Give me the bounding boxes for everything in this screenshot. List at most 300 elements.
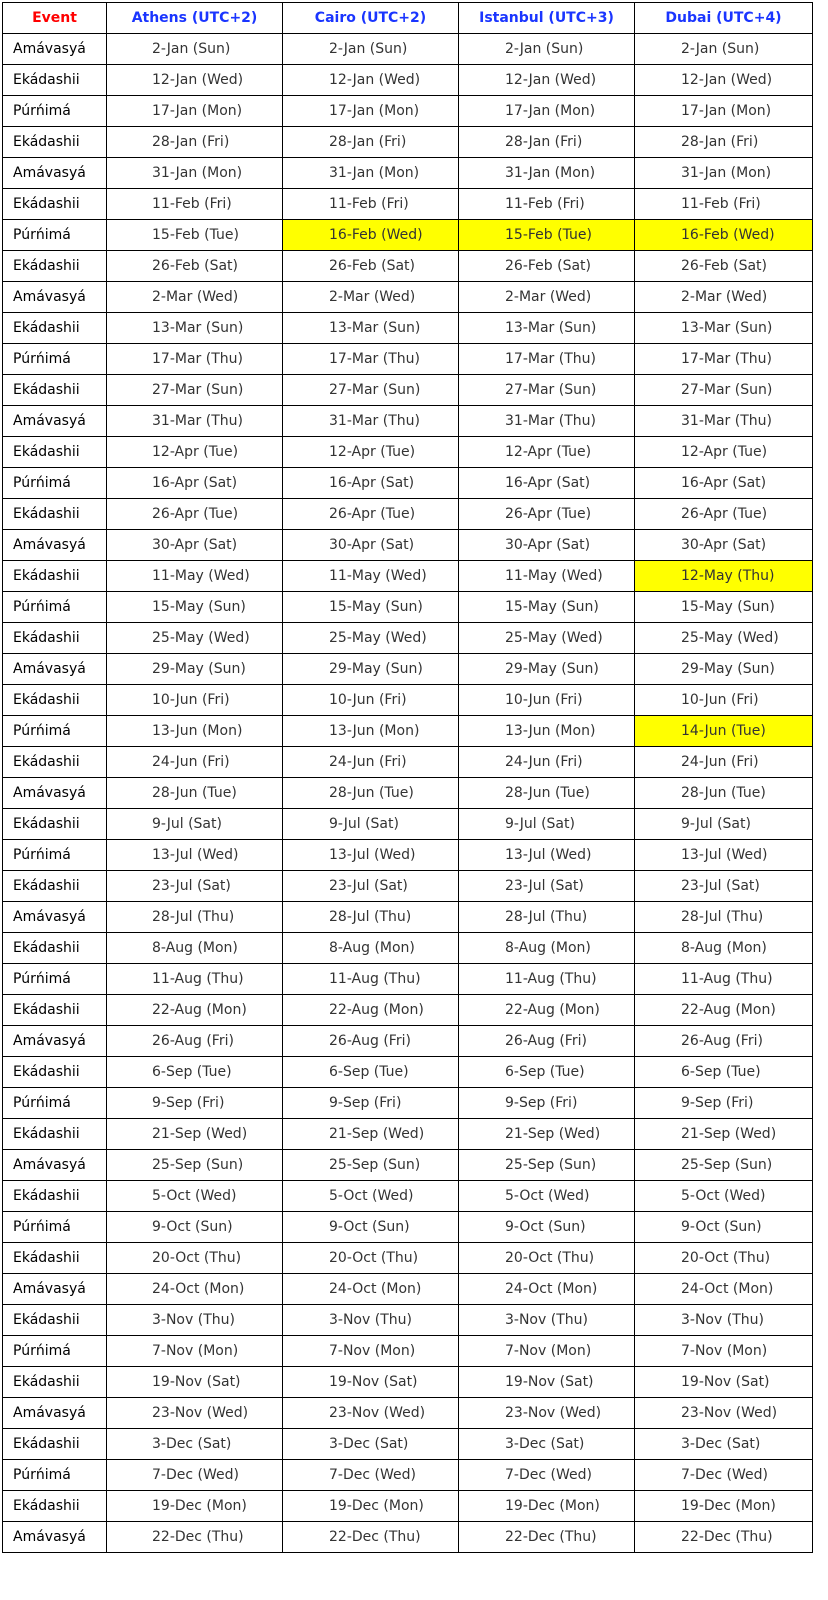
table-row (3, 530, 813, 561)
table-row (3, 1398, 813, 1429)
date-cell-athens: 6-Sep (Tue) (107, 1057, 283, 1088)
table-row (3, 871, 813, 902)
table-row (3, 1491, 813, 1522)
date-cell-athens: 22-Aug (Mon) (107, 995, 283, 1026)
date-cell-athens: 5-Oct (Wed) (107, 1181, 283, 1212)
date-cell-cairo: 12-Apr (Tue) (283, 437, 459, 468)
event-cell: Amávasyá (3, 654, 107, 685)
date-cell-cairo: 10-Jun (Fri) (283, 685, 459, 716)
date-cell-cairo: 25-Sep (Sun) (283, 1150, 459, 1181)
date-cell-cairo: 9-Jul (Sat) (283, 809, 459, 840)
header-cairo: Cairo (UTC+2) (283, 3, 459, 34)
table-row (3, 65, 813, 96)
event-cell: Ekádashii (3, 251, 107, 282)
date-cell-istanbul: 11-Aug (Thu) (459, 964, 635, 995)
date-cell-cairo: 13-Jul (Wed) (283, 840, 459, 871)
date-cell-istanbul: 2-Jan (Sun) (459, 34, 635, 65)
date-cell-istanbul: 8-Aug (Mon) (459, 933, 635, 964)
table-row (3, 995, 813, 1026)
event-cell: Púrńimá (3, 1460, 107, 1491)
date-cell-athens: 26-Apr (Tue) (107, 499, 283, 530)
date-cell-athens: 17-Mar (Thu) (107, 344, 283, 375)
event-cell: Amávasyá (3, 778, 107, 809)
event-dates-table (2, 2, 813, 1553)
date-cell-cairo: 2-Mar (Wed) (283, 282, 459, 313)
date-cell-istanbul: 12-Jan (Wed) (459, 65, 635, 96)
date-cell-athens: 28-Jul (Thu) (107, 902, 283, 933)
date-cell-cairo: 11-Aug (Thu) (283, 964, 459, 995)
date-cell-athens: 12-Apr (Tue) (107, 437, 283, 468)
date-cell-dubai: 28-Jun (Tue) (635, 778, 813, 809)
date-cell-istanbul: 2-Mar (Wed) (459, 282, 635, 313)
date-cell-istanbul: 23-Jul (Sat) (459, 871, 635, 902)
date-cell-istanbul: 17-Jan (Mon) (459, 96, 635, 127)
date-cell-cairo: 3-Nov (Thu) (283, 1305, 459, 1336)
date-cell-cairo: 12-Jan (Wed) (283, 65, 459, 96)
event-cell: Amávasyá (3, 1150, 107, 1181)
date-cell-istanbul: 20-Oct (Thu) (459, 1243, 635, 1274)
date-cell-athens: 8-Aug (Mon) (107, 933, 283, 964)
date-cell-istanbul: 24-Oct (Mon) (459, 1274, 635, 1305)
table-row (3, 1026, 813, 1057)
date-cell-istanbul: 24-Jun (Fri) (459, 747, 635, 778)
table-row (3, 96, 813, 127)
date-cell-dubai: 19-Nov (Sat) (635, 1367, 813, 1398)
date-cell-istanbul: 9-Jul (Sat) (459, 809, 635, 840)
date-cell-dubai: 14-Jun (Tue) (635, 716, 813, 747)
date-cell-athens: 2-Mar (Wed) (107, 282, 283, 313)
date-cell-istanbul: 26-Apr (Tue) (459, 499, 635, 530)
date-cell-athens: 13-Jun (Mon) (107, 716, 283, 747)
date-cell-athens: 31-Jan (Mon) (107, 158, 283, 189)
date-cell-dubai: 29-May (Sun) (635, 654, 813, 685)
date-cell-istanbul: 26-Aug (Fri) (459, 1026, 635, 1057)
header-istanbul: Istanbul (UTC+3) (459, 3, 635, 34)
date-cell-athens: 27-Mar (Sun) (107, 375, 283, 406)
event-cell: Amávasyá (3, 34, 107, 65)
date-cell-cairo: 23-Nov (Wed) (283, 1398, 459, 1429)
date-cell-cairo: 22-Dec (Thu) (283, 1522, 459, 1553)
event-cell: Ekádashii (3, 995, 107, 1026)
date-cell-dubai: 20-Oct (Thu) (635, 1243, 813, 1274)
table-row (3, 282, 813, 313)
date-cell-athens: 23-Nov (Wed) (107, 1398, 283, 1429)
date-cell-istanbul: 26-Feb (Sat) (459, 251, 635, 282)
date-cell-cairo: 16-Feb (Wed) (283, 220, 459, 251)
date-cell-athens: 28-Jun (Tue) (107, 778, 283, 809)
date-cell-dubai: 8-Aug (Mon) (635, 933, 813, 964)
date-cell-cairo: 3-Dec (Sat) (283, 1429, 459, 1460)
date-cell-dubai: 7-Nov (Mon) (635, 1336, 813, 1367)
date-cell-athens: 7-Dec (Wed) (107, 1460, 283, 1491)
date-cell-dubai: 13-Jul (Wed) (635, 840, 813, 871)
event-cell: Ekádashii (3, 561, 107, 592)
date-cell-cairo: 31-Mar (Thu) (283, 406, 459, 437)
date-cell-istanbul: 3-Nov (Thu) (459, 1305, 635, 1336)
table-row (3, 437, 813, 468)
date-cell-dubai: 22-Aug (Mon) (635, 995, 813, 1026)
date-cell-athens: 11-Aug (Thu) (107, 964, 283, 995)
event-cell: Púrńimá (3, 840, 107, 871)
date-cell-dubai: 28-Jan (Fri) (635, 127, 813, 158)
event-cell: Ekádashii (3, 1243, 107, 1274)
date-cell-athens: 2-Jan (Sun) (107, 34, 283, 65)
date-cell-athens: 30-Apr (Sat) (107, 530, 283, 561)
date-cell-cairo: 23-Jul (Sat) (283, 871, 459, 902)
date-cell-athens: 15-May (Sun) (107, 592, 283, 623)
event-cell: Ekádashii (3, 1057, 107, 1088)
date-cell-dubai: 10-Jun (Fri) (635, 685, 813, 716)
table-row (3, 158, 813, 189)
event-cell: Ekádashii (3, 871, 107, 902)
event-cell: Ekádashii (3, 933, 107, 964)
table-row (3, 1460, 813, 1491)
date-cell-dubai: 26-Feb (Sat) (635, 251, 813, 282)
header-athens: Athens (UTC+2) (107, 3, 283, 34)
table-row (3, 1274, 813, 1305)
date-cell-dubai: 17-Mar (Thu) (635, 344, 813, 375)
date-cell-cairo: 6-Sep (Tue) (283, 1057, 459, 1088)
date-cell-cairo: 5-Oct (Wed) (283, 1181, 459, 1212)
date-cell-athens: 13-Jul (Wed) (107, 840, 283, 871)
date-cell-dubai: 5-Oct (Wed) (635, 1181, 813, 1212)
date-cell-cairo: 25-May (Wed) (283, 623, 459, 654)
table-row (3, 902, 813, 933)
date-cell-istanbul: 29-May (Sun) (459, 654, 635, 685)
date-cell-istanbul: 16-Apr (Sat) (459, 468, 635, 499)
date-cell-athens: 20-Oct (Thu) (107, 1243, 283, 1274)
event-cell: Ekádashii (3, 1491, 107, 1522)
date-cell-cairo: 26-Feb (Sat) (283, 251, 459, 282)
date-cell-cairo: 2-Jan (Sun) (283, 34, 459, 65)
date-cell-istanbul: 9-Oct (Sun) (459, 1212, 635, 1243)
table-row (3, 313, 813, 344)
event-cell: Ekádashii (3, 1181, 107, 1212)
date-cell-cairo: 15-May (Sun) (283, 592, 459, 623)
table-row (3, 1305, 813, 1336)
event-cell: Ekádashii (3, 1119, 107, 1150)
table-row (3, 1212, 813, 1243)
table-row (3, 654, 813, 685)
date-cell-dubai: 15-May (Sun) (635, 592, 813, 623)
table-row (3, 592, 813, 623)
table-row (3, 127, 813, 158)
event-cell: Púrńimá (3, 964, 107, 995)
header-event: Event (3, 3, 107, 34)
date-cell-cairo: 17-Mar (Thu) (283, 344, 459, 375)
date-cell-athens: 11-Feb (Fri) (107, 189, 283, 220)
date-cell-dubai: 31-Mar (Thu) (635, 406, 813, 437)
header-row (3, 3, 813, 34)
date-cell-athens: 19-Nov (Sat) (107, 1367, 283, 1398)
date-cell-dubai: 24-Jun (Fri) (635, 747, 813, 778)
event-cell: Amávasyá (3, 406, 107, 437)
event-cell: Ekádashii (3, 1429, 107, 1460)
date-cell-istanbul: 28-Jun (Tue) (459, 778, 635, 809)
date-cell-istanbul: 25-May (Wed) (459, 623, 635, 654)
table-row (3, 809, 813, 840)
table-row (3, 189, 813, 220)
date-cell-cairo: 16-Apr (Sat) (283, 468, 459, 499)
table-row (3, 220, 813, 251)
date-cell-cairo: 22-Aug (Mon) (283, 995, 459, 1026)
date-cell-cairo: 17-Jan (Mon) (283, 96, 459, 127)
date-cell-athens: 7-Nov (Mon) (107, 1336, 283, 1367)
date-cell-cairo: 26-Aug (Fri) (283, 1026, 459, 1057)
date-cell-dubai: 2-Mar (Wed) (635, 282, 813, 313)
date-cell-cairo: 31-Jan (Mon) (283, 158, 459, 189)
date-cell-cairo: 29-May (Sun) (283, 654, 459, 685)
table-row (3, 1336, 813, 1367)
date-cell-cairo: 28-Jun (Tue) (283, 778, 459, 809)
date-cell-dubai: 16-Feb (Wed) (635, 220, 813, 251)
event-cell: Amávasyá (3, 1274, 107, 1305)
date-cell-athens: 23-Jul (Sat) (107, 871, 283, 902)
event-cell: Amávasyá (3, 1398, 107, 1429)
event-cell: Ekádashii (3, 375, 107, 406)
date-cell-istanbul: 5-Oct (Wed) (459, 1181, 635, 1212)
date-cell-athens: 16-Apr (Sat) (107, 468, 283, 499)
date-cell-istanbul: 31-Jan (Mon) (459, 158, 635, 189)
table-body (3, 34, 813, 1553)
event-cell: Amávasyá (3, 530, 107, 561)
event-cell: Ekádashii (3, 313, 107, 344)
event-cell: Ekádashii (3, 437, 107, 468)
event-cell: Púrńimá (3, 1336, 107, 1367)
date-cell-istanbul: 23-Nov (Wed) (459, 1398, 635, 1429)
date-cell-cairo: 30-Apr (Sat) (283, 530, 459, 561)
date-cell-dubai: 7-Dec (Wed) (635, 1460, 813, 1491)
event-cell: Amávasyá (3, 282, 107, 313)
date-cell-athens: 10-Jun (Fri) (107, 685, 283, 716)
date-cell-dubai: 2-Jan (Sun) (635, 34, 813, 65)
event-cell: Púrńimá (3, 716, 107, 747)
event-cell: Ekádashii (3, 65, 107, 96)
date-cell-istanbul: 3-Dec (Sat) (459, 1429, 635, 1460)
date-cell-istanbul: 13-Mar (Sun) (459, 313, 635, 344)
date-cell-istanbul: 30-Apr (Sat) (459, 530, 635, 561)
date-cell-istanbul: 11-Feb (Fri) (459, 189, 635, 220)
event-cell: Amávasyá (3, 1026, 107, 1057)
date-cell-athens: 3-Nov (Thu) (107, 1305, 283, 1336)
event-cell: Púrńimá (3, 344, 107, 375)
table-row (3, 1181, 813, 1212)
date-cell-cairo: 7-Nov (Mon) (283, 1336, 459, 1367)
event-cell: Ekádashii (3, 127, 107, 158)
date-cell-dubai: 31-Jan (Mon) (635, 158, 813, 189)
date-cell-istanbul: 15-May (Sun) (459, 592, 635, 623)
date-cell-dubai: 9-Oct (Sun) (635, 1212, 813, 1243)
date-cell-dubai: 23-Jul (Sat) (635, 871, 813, 902)
table-row (3, 1243, 813, 1274)
date-cell-cairo: 28-Jul (Thu) (283, 902, 459, 933)
date-cell-istanbul: 7-Dec (Wed) (459, 1460, 635, 1491)
date-cell-dubai: 22-Dec (Thu) (635, 1522, 813, 1553)
event-cell: Ekádashii (3, 1367, 107, 1398)
table-row (3, 499, 813, 530)
table-row (3, 1088, 813, 1119)
event-cell: Ekádashii (3, 1305, 107, 1336)
event-cell: Ekádashii (3, 747, 107, 778)
date-cell-cairo: 7-Dec (Wed) (283, 1460, 459, 1491)
date-cell-dubai: 26-Aug (Fri) (635, 1026, 813, 1057)
date-cell-istanbul: 15-Feb (Tue) (459, 220, 635, 251)
date-cell-istanbul: 21-Sep (Wed) (459, 1119, 635, 1150)
date-cell-cairo: 21-Sep (Wed) (283, 1119, 459, 1150)
event-cell: Ekádashii (3, 189, 107, 220)
event-cell: Púrńimá (3, 96, 107, 127)
date-cell-cairo: 28-Jan (Fri) (283, 127, 459, 158)
date-cell-istanbul: 31-Mar (Thu) (459, 406, 635, 437)
date-cell-istanbul: 11-May (Wed) (459, 561, 635, 592)
date-cell-istanbul: 12-Apr (Tue) (459, 437, 635, 468)
date-cell-dubai: 9-Jul (Sat) (635, 809, 813, 840)
date-cell-cairo: 13-Mar (Sun) (283, 313, 459, 344)
date-cell-dubai: 25-May (Wed) (635, 623, 813, 654)
date-cell-athens: 3-Dec (Sat) (107, 1429, 283, 1460)
event-cell: Púrńimá (3, 468, 107, 499)
table-row (3, 251, 813, 282)
date-cell-istanbul: 22-Aug (Mon) (459, 995, 635, 1026)
date-cell-dubai: 25-Sep (Sun) (635, 1150, 813, 1181)
date-cell-istanbul: 7-Nov (Mon) (459, 1336, 635, 1367)
table-row (3, 561, 813, 592)
date-cell-athens: 29-May (Sun) (107, 654, 283, 685)
table-row (3, 1429, 813, 1460)
date-cell-cairo: 27-Mar (Sun) (283, 375, 459, 406)
table-row (3, 964, 813, 995)
date-cell-cairo: 20-Oct (Thu) (283, 1243, 459, 1274)
date-cell-istanbul: 17-Mar (Thu) (459, 344, 635, 375)
table-row (3, 747, 813, 778)
date-cell-athens: 26-Feb (Sat) (107, 251, 283, 282)
table-row (3, 1119, 813, 1150)
date-cell-athens: 9-Oct (Sun) (107, 1212, 283, 1243)
date-cell-cairo: 13-Jun (Mon) (283, 716, 459, 747)
event-cell: Púrńimá (3, 592, 107, 623)
date-cell-dubai: 21-Sep (Wed) (635, 1119, 813, 1150)
date-cell-dubai: 9-Sep (Fri) (635, 1088, 813, 1119)
date-cell-istanbul: 19-Nov (Sat) (459, 1367, 635, 1398)
date-cell-dubai: 19-Dec (Mon) (635, 1491, 813, 1522)
event-cell: Ekádashii (3, 685, 107, 716)
date-cell-dubai: 11-Aug (Thu) (635, 964, 813, 995)
date-cell-dubai: 11-Feb (Fri) (635, 189, 813, 220)
date-cell-athens: 26-Aug (Fri) (107, 1026, 283, 1057)
date-cell-cairo: 24-Oct (Mon) (283, 1274, 459, 1305)
date-cell-istanbul: 13-Jul (Wed) (459, 840, 635, 871)
event-cell: Ekádashii (3, 499, 107, 530)
date-cell-istanbul: 10-Jun (Fri) (459, 685, 635, 716)
date-cell-dubai: 6-Sep (Tue) (635, 1057, 813, 1088)
date-cell-cairo: 19-Nov (Sat) (283, 1367, 459, 1398)
date-cell-athens: 17-Jan (Mon) (107, 96, 283, 127)
table-row (3, 778, 813, 809)
table-row (3, 344, 813, 375)
table-row (3, 406, 813, 437)
date-cell-istanbul: 28-Jan (Fri) (459, 127, 635, 158)
date-cell-athens: 28-Jan (Fri) (107, 127, 283, 158)
date-cell-cairo: 8-Aug (Mon) (283, 933, 459, 964)
date-cell-dubai: 30-Apr (Sat) (635, 530, 813, 561)
date-cell-athens: 9-Jul (Sat) (107, 809, 283, 840)
date-cell-dubai: 26-Apr (Tue) (635, 499, 813, 530)
date-cell-istanbul: 28-Jul (Thu) (459, 902, 635, 933)
date-cell-cairo: 11-Feb (Fri) (283, 189, 459, 220)
date-cell-istanbul: 9-Sep (Fri) (459, 1088, 635, 1119)
date-cell-athens: 15-Feb (Tue) (107, 220, 283, 251)
table-row (3, 1367, 813, 1398)
date-cell-dubai: 27-Mar (Sun) (635, 375, 813, 406)
event-cell: Púrńimá (3, 220, 107, 251)
table-row (3, 468, 813, 499)
event-cell: Ekádashii (3, 809, 107, 840)
date-cell-dubai: 17-Jan (Mon) (635, 96, 813, 127)
date-cell-athens: 21-Sep (Wed) (107, 1119, 283, 1150)
table-row (3, 1057, 813, 1088)
date-cell-istanbul: 19-Dec (Mon) (459, 1491, 635, 1522)
date-cell-dubai: 13-Mar (Sun) (635, 313, 813, 344)
date-cell-athens: 9-Sep (Fri) (107, 1088, 283, 1119)
event-cell: Púrńimá (3, 1212, 107, 1243)
date-cell-istanbul: 13-Jun (Mon) (459, 716, 635, 747)
date-cell-athens: 24-Oct (Mon) (107, 1274, 283, 1305)
event-cell: Amávasyá (3, 1522, 107, 1553)
date-cell-athens: 12-Jan (Wed) (107, 65, 283, 96)
date-cell-dubai: 16-Apr (Sat) (635, 468, 813, 499)
table-row (3, 685, 813, 716)
date-cell-dubai: 3-Nov (Thu) (635, 1305, 813, 1336)
date-cell-athens: 25-Sep (Sun) (107, 1150, 283, 1181)
date-cell-dubai: 12-May (Thu) (635, 561, 813, 592)
date-cell-dubai: 3-Dec (Sat) (635, 1429, 813, 1460)
date-cell-dubai: 12-Jan (Wed) (635, 65, 813, 96)
date-cell-cairo: 24-Jun (Fri) (283, 747, 459, 778)
event-cell: Amávasyá (3, 158, 107, 189)
table-row (3, 933, 813, 964)
table-row (3, 375, 813, 406)
event-cell: Púrńimá (3, 1088, 107, 1119)
header-dubai: Dubai (UTC+4) (635, 3, 813, 34)
date-cell-dubai: 23-Nov (Wed) (635, 1398, 813, 1429)
date-cell-istanbul: 22-Dec (Thu) (459, 1522, 635, 1553)
date-cell-athens: 25-May (Wed) (107, 623, 283, 654)
event-cell: Amávasyá (3, 902, 107, 933)
date-cell-istanbul: 6-Sep (Tue) (459, 1057, 635, 1088)
date-cell-athens: 22-Dec (Thu) (107, 1522, 283, 1553)
table-row (3, 716, 813, 747)
date-cell-dubai: 28-Jul (Thu) (635, 902, 813, 933)
date-cell-cairo: 9-Oct (Sun) (283, 1212, 459, 1243)
date-cell-istanbul: 25-Sep (Sun) (459, 1150, 635, 1181)
date-cell-athens: 11-May (Wed) (107, 561, 283, 592)
date-cell-dubai: 12-Apr (Tue) (635, 437, 813, 468)
date-cell-cairo: 9-Sep (Fri) (283, 1088, 459, 1119)
table-row (3, 840, 813, 871)
date-cell-cairo: 19-Dec (Mon) (283, 1491, 459, 1522)
date-cell-cairo: 26-Apr (Tue) (283, 499, 459, 530)
date-cell-athens: 13-Mar (Sun) (107, 313, 283, 344)
date-cell-cairo: 11-May (Wed) (283, 561, 459, 592)
date-cell-istanbul: 27-Mar (Sun) (459, 375, 635, 406)
table-row (3, 623, 813, 654)
event-cell: Ekádashii (3, 623, 107, 654)
table-row (3, 34, 813, 65)
date-cell-athens: 31-Mar (Thu) (107, 406, 283, 437)
table-row (3, 1522, 813, 1553)
table-row (3, 1150, 813, 1181)
date-cell-dubai: 24-Oct (Mon) (635, 1274, 813, 1305)
